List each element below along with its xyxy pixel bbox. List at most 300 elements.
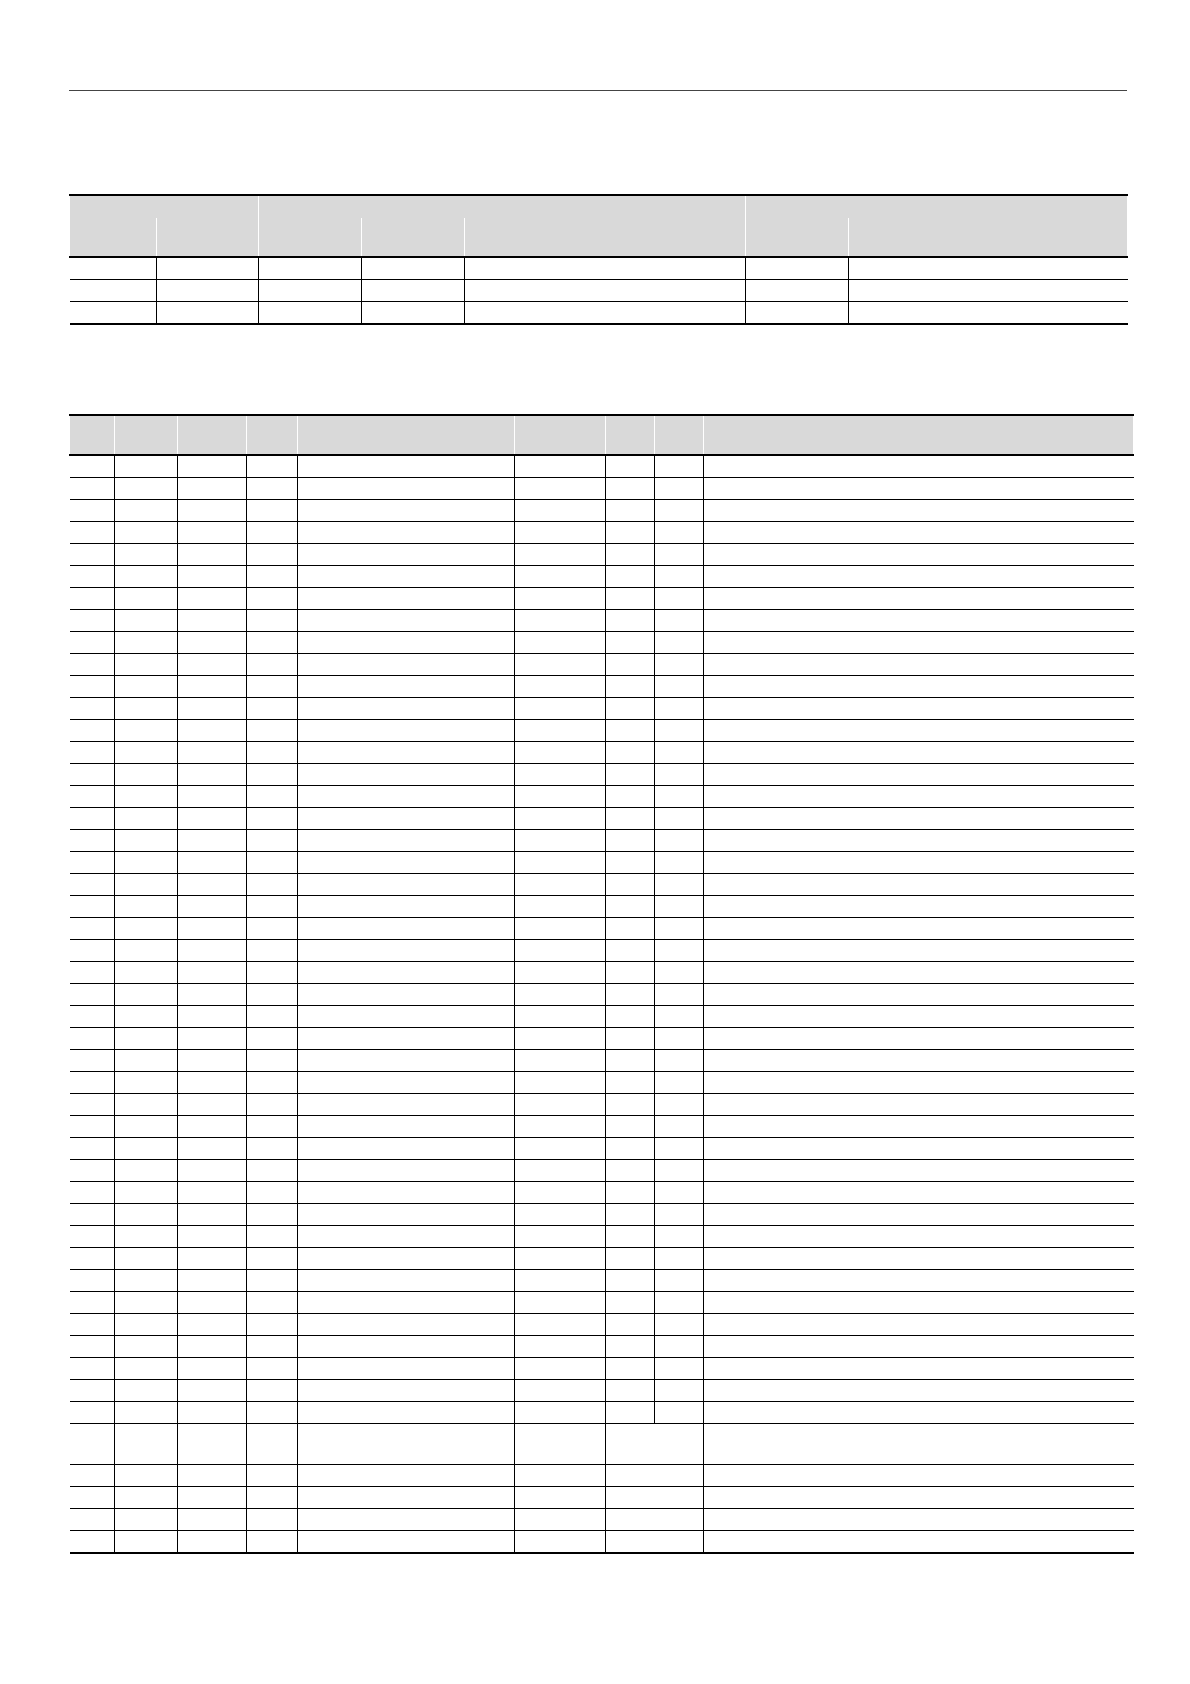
- table-cell: [704, 1509, 1134, 1531]
- table-cell: [247, 764, 298, 786]
- table-cell: [70, 1358, 115, 1380]
- table-row: [70, 1402, 1134, 1424]
- table-cell: [70, 257, 157, 280]
- table-cell: [247, 830, 298, 852]
- table-cell: [655, 1028, 704, 1050]
- table-cell: [115, 1292, 178, 1314]
- table-cell: [515, 1248, 606, 1270]
- table-cell: [298, 1138, 515, 1160]
- table-cell: [247, 1402, 298, 1424]
- table-cell: [515, 808, 606, 830]
- table-cell: [70, 302, 157, 325]
- table-cell: [70, 764, 115, 786]
- table-cell: [247, 1160, 298, 1182]
- table-cell: [259, 257, 362, 280]
- table-cell: [247, 1094, 298, 1116]
- table-cell: [178, 1094, 247, 1116]
- table-cell: [178, 940, 247, 962]
- table-cell: [515, 632, 606, 654]
- table-cell: [704, 1292, 1134, 1314]
- table-cell: [298, 764, 515, 786]
- table-cell: [362, 280, 465, 302]
- table-row: [70, 962, 1134, 984]
- table-cell: [655, 1314, 704, 1336]
- table-cell: [655, 1248, 704, 1270]
- table-cell: [178, 1465, 247, 1487]
- table-cell: [704, 1336, 1134, 1358]
- table-cell: [298, 1028, 515, 1050]
- table-cell: [655, 918, 704, 940]
- table-cell: [115, 1531, 178, 1554]
- table-row: [70, 588, 1134, 610]
- table-cell: [247, 1424, 298, 1465]
- table-cell: [115, 1182, 178, 1204]
- table-cell: [247, 1204, 298, 1226]
- table-cell: [178, 522, 247, 544]
- table-cell: [655, 500, 704, 522]
- table-cell: [515, 918, 606, 940]
- table-row: [70, 1182, 1134, 1204]
- table-cell: [298, 1248, 515, 1270]
- table-cell: [115, 1072, 178, 1094]
- table-cell: [515, 764, 606, 786]
- table-cell: [606, 1050, 655, 1072]
- table-cell: [178, 808, 247, 830]
- table-cell: [465, 257, 746, 280]
- table-cell: [704, 1314, 1134, 1336]
- table-cell: [704, 500, 1134, 522]
- table-cell: [115, 544, 178, 566]
- table-cell: [70, 720, 115, 742]
- table-cell: [606, 896, 655, 918]
- table-cell: [247, 566, 298, 588]
- table-cell: [606, 1509, 704, 1531]
- table-cell: [115, 940, 178, 962]
- column-header: [70, 218, 157, 257]
- table-cell: [298, 1226, 515, 1248]
- table-cell: [115, 1424, 178, 1465]
- table-cell: [606, 632, 655, 654]
- column-header: [746, 218, 849, 257]
- table-cell: [298, 588, 515, 610]
- table-cell: [115, 830, 178, 852]
- table-cell: [515, 1006, 606, 1028]
- table-cell: [655, 654, 704, 676]
- column-header: [655, 415, 704, 455]
- table-cell: [178, 676, 247, 698]
- table-cell: [178, 896, 247, 918]
- table-cell: [515, 1182, 606, 1204]
- table-cell: [115, 808, 178, 830]
- table-cell: [704, 632, 1134, 654]
- table-row: [70, 786, 1134, 808]
- table-cell: [247, 962, 298, 984]
- table-cell: [178, 500, 247, 522]
- table-cell: [70, 808, 115, 830]
- table-cell: [704, 676, 1134, 698]
- table-cell: [178, 830, 247, 852]
- table-cell: [606, 962, 655, 984]
- table-cell: [655, 1072, 704, 1094]
- table-cell: [115, 610, 178, 632]
- table-cell: [298, 500, 515, 522]
- table-row: [70, 1314, 1134, 1336]
- table-cell: [655, 1402, 704, 1424]
- table-row: [70, 1204, 1134, 1226]
- table-cell: [606, 1028, 655, 1050]
- table-cell: [515, 500, 606, 522]
- table-cell: [655, 632, 704, 654]
- table-cell: [115, 478, 178, 500]
- table-cell: [606, 984, 655, 1006]
- table-cell: [606, 698, 655, 720]
- table-cell: [362, 302, 465, 325]
- table-row: [70, 1072, 1134, 1094]
- table-cell: [157, 257, 259, 280]
- table-cell: [515, 455, 606, 478]
- table-cell: [515, 852, 606, 874]
- table-cell: [606, 742, 655, 764]
- table-cell: [606, 1531, 704, 1554]
- table-cell: [704, 522, 1134, 544]
- table-cell: [606, 654, 655, 676]
- table-cell: [70, 1072, 115, 1094]
- table-row: [70, 1116, 1134, 1138]
- table-cell: [70, 455, 115, 478]
- table-cell: [515, 522, 606, 544]
- table-cell: [178, 1050, 247, 1072]
- table-cell: [515, 720, 606, 742]
- table-cell: [70, 1336, 115, 1358]
- table-cell: [298, 1336, 515, 1358]
- table-cell: [178, 1314, 247, 1336]
- table-cell: [704, 1182, 1134, 1204]
- table-cell: [606, 1465, 704, 1487]
- table-cell: [70, 1465, 115, 1487]
- table-cell: [70, 1424, 115, 1465]
- table-cell: [704, 1204, 1134, 1226]
- table-cell: [70, 1292, 115, 1314]
- table-cell: [70, 742, 115, 764]
- table-cell: [178, 1028, 247, 1050]
- table-cell: [247, 544, 298, 566]
- table-cell: [655, 764, 704, 786]
- table-cell: [298, 874, 515, 896]
- table-cell: [655, 588, 704, 610]
- table-cell: [655, 1006, 704, 1028]
- table-cell: [606, 918, 655, 940]
- table-cell: [298, 544, 515, 566]
- table-cell: [704, 874, 1134, 896]
- table-cell: [655, 852, 704, 874]
- table-cell: [704, 984, 1134, 1006]
- table-cell: [178, 1006, 247, 1028]
- table-cell: [178, 1509, 247, 1531]
- table-cell: [298, 984, 515, 1006]
- table-cell: [515, 544, 606, 566]
- table-cell: [178, 918, 247, 940]
- table-cell: [247, 1050, 298, 1072]
- table-cell: [515, 1314, 606, 1336]
- table-cell: [178, 1402, 247, 1424]
- table-cell: [655, 786, 704, 808]
- column-header: [259, 218, 362, 257]
- table-cell: [178, 1226, 247, 1248]
- table-cell: [115, 455, 178, 478]
- table-cell: [655, 544, 704, 566]
- table-row: [70, 1509, 1134, 1531]
- table-cell: [247, 1336, 298, 1358]
- table-cell: [704, 830, 1134, 852]
- table-cell: [178, 478, 247, 500]
- table-cell: [70, 676, 115, 698]
- table-cell: [178, 1248, 247, 1270]
- table-cell: [655, 1094, 704, 1116]
- table-cell: [247, 1465, 298, 1487]
- table-cell: [606, 764, 655, 786]
- table-row: [70, 1465, 1134, 1487]
- table-cell: [178, 984, 247, 1006]
- table-cell: [178, 1160, 247, 1182]
- table-cell: [746, 257, 849, 280]
- table-row: [70, 1292, 1134, 1314]
- table-cell: [298, 1402, 515, 1424]
- table-cell: [178, 610, 247, 632]
- table-cell: [655, 610, 704, 632]
- table-cell: [704, 1358, 1134, 1380]
- table-cell: [515, 610, 606, 632]
- table-cell: [298, 566, 515, 588]
- table-cell: [247, 874, 298, 896]
- table-row: [70, 1270, 1134, 1292]
- table-cell: [70, 610, 115, 632]
- table-row: [70, 1358, 1134, 1380]
- table-cell: [70, 940, 115, 962]
- table-cell: [298, 1380, 515, 1402]
- table-cell: [746, 302, 849, 325]
- table-cell: [70, 1487, 115, 1509]
- table-cell: [178, 852, 247, 874]
- table-cell: [115, 588, 178, 610]
- table-cell: [515, 962, 606, 984]
- table-cell: [70, 874, 115, 896]
- table-cell: [247, 676, 298, 698]
- table-cell: [655, 676, 704, 698]
- table-row: [70, 280, 1128, 302]
- table-cell: [606, 1160, 655, 1182]
- table-cell: [704, 1028, 1134, 1050]
- table-cell: [178, 698, 247, 720]
- table-cell: [298, 654, 515, 676]
- column-header: [115, 415, 178, 455]
- table-cell: [655, 1336, 704, 1358]
- table-cell: [70, 632, 115, 654]
- table-cell: [70, 1138, 115, 1160]
- table-cell: [606, 1380, 655, 1402]
- table-cell: [606, 808, 655, 830]
- table-row: [70, 544, 1134, 566]
- table-cell: [178, 764, 247, 786]
- table-cell: [298, 1314, 515, 1336]
- table-cell: [298, 1424, 515, 1465]
- table-cell: [515, 1226, 606, 1248]
- table-cell: [704, 588, 1134, 610]
- table-cell: [178, 1116, 247, 1138]
- table-cell: [704, 1138, 1134, 1160]
- table-cell: [178, 1270, 247, 1292]
- table-cell: [178, 1204, 247, 1226]
- table-row: [70, 500, 1134, 522]
- table-cell: [606, 1072, 655, 1094]
- table-cell: [115, 698, 178, 720]
- table-cell: [178, 1336, 247, 1358]
- table-cell: [606, 1292, 655, 1314]
- table-cell: [115, 1465, 178, 1487]
- table-cell: [247, 1509, 298, 1531]
- table-cell: [70, 566, 115, 588]
- table-cell: [704, 566, 1134, 588]
- table-row: [70, 896, 1134, 918]
- table-cell: [115, 1028, 178, 1050]
- table-cell: [178, 1358, 247, 1380]
- table-cell: [70, 1006, 115, 1028]
- table-cell: [515, 1116, 606, 1138]
- table-cell: [655, 830, 704, 852]
- table-cell: [115, 1094, 178, 1116]
- table-row: [70, 1094, 1134, 1116]
- table-cell: [655, 896, 704, 918]
- table-cell: [704, 720, 1134, 742]
- table-cell: [515, 742, 606, 764]
- table-cell: [70, 1160, 115, 1182]
- table-cell: [298, 698, 515, 720]
- table-cell: [515, 1050, 606, 1072]
- table-cell: [247, 742, 298, 764]
- table-cell: [655, 1380, 704, 1402]
- table-cell: [606, 1182, 655, 1204]
- column-header: [849, 218, 1128, 257]
- table-cell: [70, 1204, 115, 1226]
- table-cell: [655, 1270, 704, 1292]
- table-row: [70, 720, 1134, 742]
- table-cell: [704, 610, 1134, 632]
- table-cell: [298, 1487, 515, 1509]
- column-header: [247, 415, 298, 455]
- table-cell: [115, 1204, 178, 1226]
- table-cell: [247, 786, 298, 808]
- table-cell: [704, 1424, 1134, 1465]
- table-cell: [606, 610, 655, 632]
- table-cell: [515, 1160, 606, 1182]
- table-row: [70, 940, 1134, 962]
- table-cell: [115, 1006, 178, 1028]
- table-cell: [515, 896, 606, 918]
- table-cell: [115, 1226, 178, 1248]
- table-cell: [704, 1248, 1134, 1270]
- table-cell: [247, 1314, 298, 1336]
- table-cell: [115, 1138, 178, 1160]
- table-cell: [247, 698, 298, 720]
- table-cell: [704, 852, 1134, 874]
- table-row: [70, 698, 1134, 720]
- table-row: [70, 654, 1134, 676]
- table-cell: [515, 676, 606, 698]
- table-cell: [178, 1380, 247, 1402]
- table-cell: [115, 962, 178, 984]
- table-cell: [298, 940, 515, 962]
- table-row: [70, 302, 1128, 325]
- table-cell: [115, 720, 178, 742]
- table-cell: [704, 1226, 1134, 1248]
- table-cell: [606, 1248, 655, 1270]
- table-cell: [606, 1138, 655, 1160]
- table-cell: [115, 1487, 178, 1509]
- table-cell: [515, 940, 606, 962]
- table-cell: [247, 720, 298, 742]
- table-cell: [704, 1487, 1134, 1509]
- table-cell: [606, 1487, 704, 1509]
- table-cell: [655, 566, 704, 588]
- table-cell: [655, 874, 704, 896]
- table-cell: [247, 918, 298, 940]
- table-cell: [115, 676, 178, 698]
- table-cell: [70, 1094, 115, 1116]
- table-cell: [298, 610, 515, 632]
- table-cell: [704, 1270, 1134, 1292]
- table-cell: [298, 632, 515, 654]
- table-cell: [704, 896, 1134, 918]
- table-cell: [515, 1094, 606, 1116]
- table-cell: [849, 280, 1128, 302]
- table-cell: [178, 566, 247, 588]
- table-cell: [655, 1182, 704, 1204]
- table-cell: [515, 1270, 606, 1292]
- table-cell: [606, 1402, 655, 1424]
- column-header: [515, 415, 606, 455]
- table-row: [70, 1226, 1134, 1248]
- table-cell: [70, 896, 115, 918]
- table-cell: [115, 1050, 178, 1072]
- table-cell: [247, 1006, 298, 1028]
- table-row: [70, 1487, 1134, 1509]
- table-cell: [247, 588, 298, 610]
- table-cell: [515, 1028, 606, 1050]
- table-cell: [606, 500, 655, 522]
- table-cell: [606, 720, 655, 742]
- table-cell: [704, 962, 1134, 984]
- table-row: [70, 478, 1134, 500]
- table-cell: [115, 984, 178, 1006]
- table-cell: [247, 500, 298, 522]
- table-cell: [606, 830, 655, 852]
- table-cell: [606, 874, 655, 896]
- column-header: [606, 415, 655, 455]
- table-cell: [298, 1160, 515, 1182]
- table-cell: [655, 522, 704, 544]
- table-row: [70, 676, 1134, 698]
- table-cell: [655, 1204, 704, 1226]
- table-cell: [70, 1226, 115, 1248]
- column-header: [362, 218, 465, 257]
- table-cell: [515, 1465, 606, 1487]
- table-cell: [655, 808, 704, 830]
- table-cell: [115, 1380, 178, 1402]
- table-cell: [298, 1358, 515, 1380]
- table-cell: [178, 1424, 247, 1465]
- table-cell: [70, 1028, 115, 1050]
- table-cell: [178, 455, 247, 478]
- table-cell: [655, 940, 704, 962]
